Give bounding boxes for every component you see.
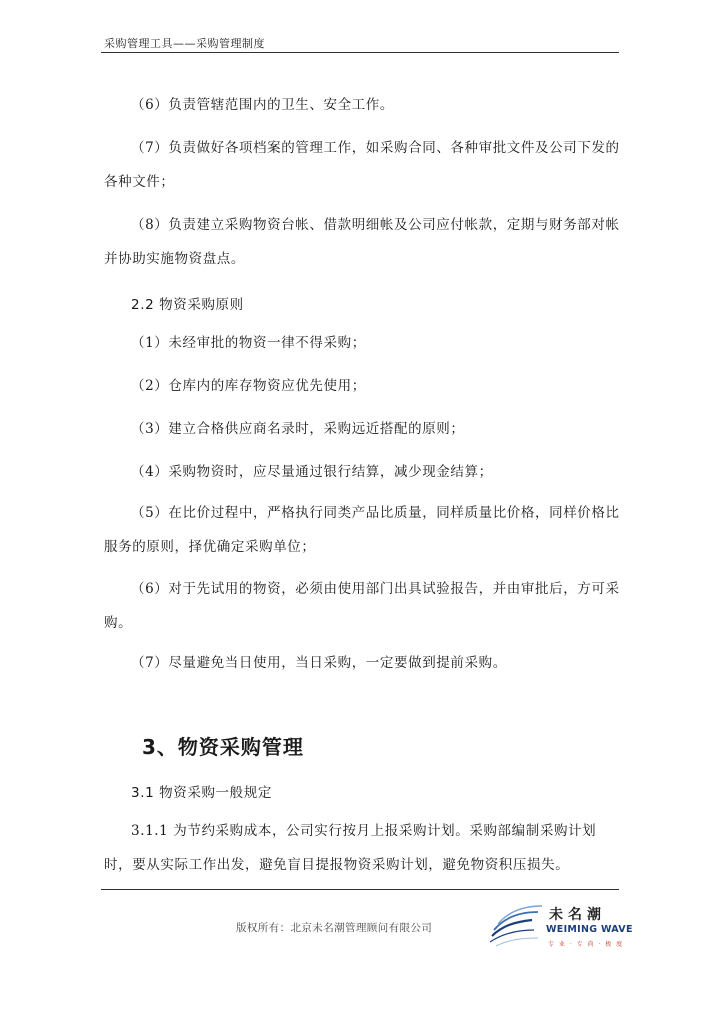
principle-item-4: （4）采购物资时，应尽量通过银行结算，减少现金结算； (131, 464, 493, 480)
principle-item-2: （2）仓库内的库存物资应优先使用； (131, 378, 366, 394)
logo-chinese-name: 未名潮 (549, 907, 606, 923)
logo-english-name: WEIMING WAVE (546, 924, 633, 935)
paragraph-duty-6: （6）负责管辖范围内的卫生、安全工作。 (131, 97, 394, 113)
section-3-title: 3、物资采购管理 (142, 735, 304, 759)
header-divider (101, 52, 619, 53)
principle-item-3: （3）建立合格供应商名录时，采购远近搭配的原则； (131, 421, 465, 437)
company-logo (488, 900, 633, 952)
footer-divider (101, 889, 619, 890)
section-3-1-heading: 3.1 物资采购一般规定 (131, 785, 272, 801)
page-header-title: 采购管理工具——采购管理制度 (104, 37, 265, 50)
paragraph-3-1-1: 3.1.1 为节约采购成本，公司实行按月上报采购计划。采购部编制采购计划时，要从实际工作出发，避免盲目提报物资采购计划，避免物资积压损失。 (104, 823, 597, 873)
wave-logo-icon (488, 900, 546, 950)
footer-copyright: 版权所有：北京未名潮管理顾问有限公司 (236, 922, 433, 934)
principle-item-1: （1）未经审批的物资一律不得采购； (131, 335, 366, 351)
principle-item-6: （6）对于先试用的物资，必须由使用部门出具试验报告，并由审批后，方可采购。 (104, 581, 620, 631)
section-2-2-heading: 2.2 物资采购原则 (131, 297, 244, 313)
principle-item-7: （7）尽量避免当日使用，当日采购，一定要做到提前采购。 (131, 655, 507, 671)
logo-tagline: 专 业 · 专 尚 · 极 度 (548, 941, 624, 948)
paragraph-duty-7: （7）负责做好各项档案的管理工作，如采购合同、各种审批文件及公司下发的各种文件； (104, 140, 620, 190)
principle-item-5: （5）在比价过程中，严格执行同类产品比质量，同样质量比价格，同样价格比服务的原则，择优确定采购单位； (104, 505, 620, 555)
paragraph-duty-8: （8）负责建立采购物资台帐、借款明细帐及公司应付帐款，定期与财务部对帐并协助实施物资盘点。 (104, 217, 620, 267)
